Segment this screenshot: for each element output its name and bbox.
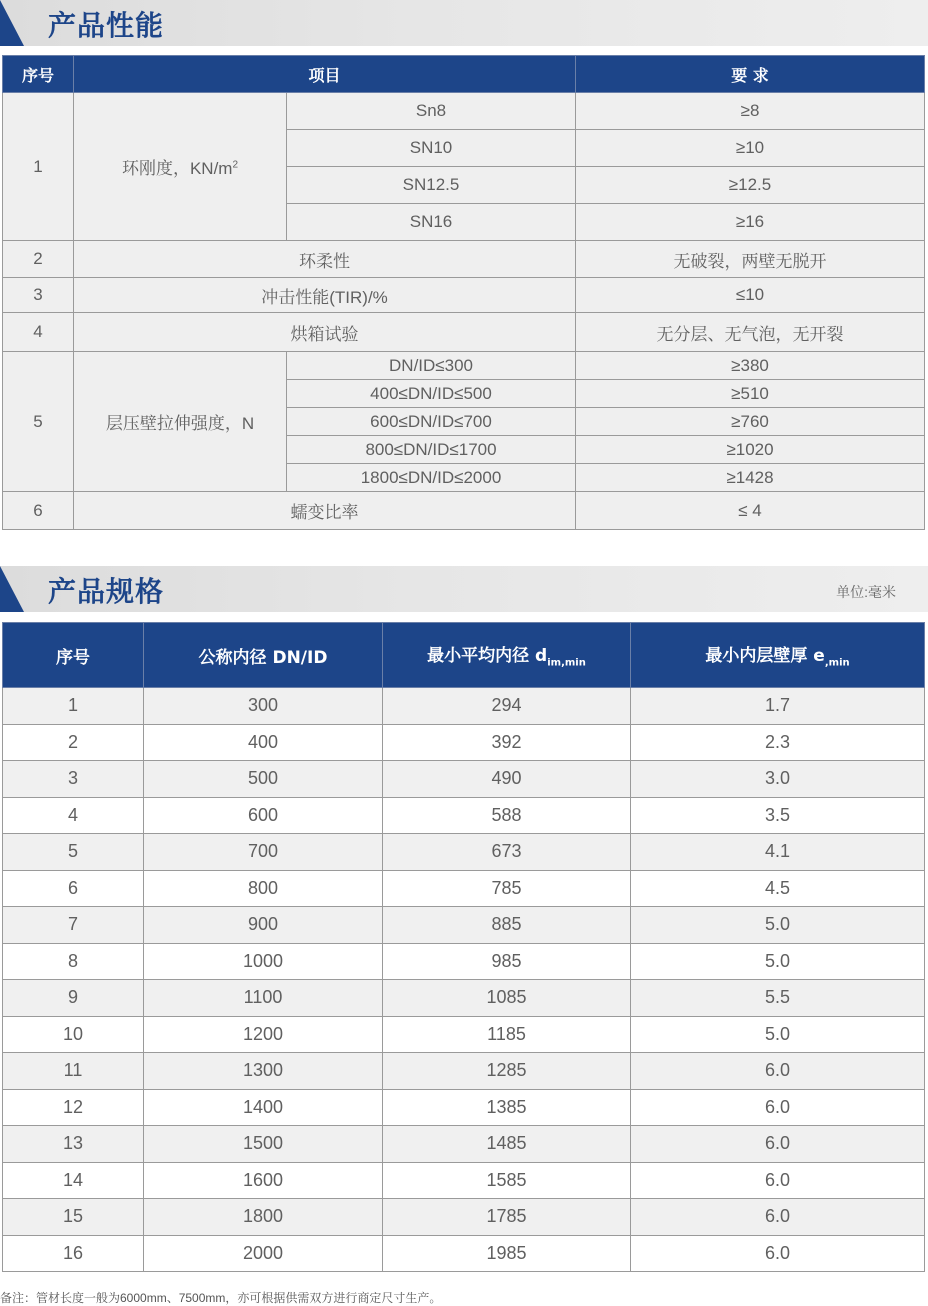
item-label: 蠕变比率 [74, 492, 576, 530]
row-number: 1 [3, 93, 74, 241]
min-wall-thickness: 6.0 [631, 1089, 925, 1126]
min-wall-thickness: 5.5 [631, 980, 925, 1017]
table-row [3, 1162, 925, 1199]
row-number: 5 [3, 834, 144, 871]
requirement-value: ≥510 [576, 380, 925, 408]
header-min-wall-thickness: 最小内层壁厚 $e_{,min}$ [631, 623, 925, 688]
min-wall-thickness: 6.0 [631, 1235, 925, 1272]
nominal-diameter: 1500 [144, 1126, 383, 1163]
specs-table [2, 622, 925, 1272]
table-row [3, 761, 925, 798]
header-nominal-diameter: 公称内径 DN/ID [144, 623, 383, 688]
requirement-value: ≥10 [576, 130, 925, 167]
header-no: 序号 [3, 623, 144, 688]
nominal-diameter: 300 [144, 688, 383, 725]
row-number: 8 [3, 943, 144, 980]
nominal-diameter: 2000 [144, 1235, 383, 1272]
table-row [3, 1089, 925, 1126]
banner-triangle-icon [0, 0, 24, 46]
row-number: 6 [3, 870, 144, 907]
min-mean-diameter: 392 [383, 724, 631, 761]
requirement-value: ≥12.5 [576, 167, 925, 204]
table-row [3, 1016, 925, 1053]
row-number: 2 [3, 724, 144, 761]
min-mean-diameter: 673 [383, 834, 631, 871]
row-number: 4 [3, 313, 74, 352]
row-number: 3 [3, 761, 144, 798]
performance-header-row [3, 56, 925, 93]
row-number: 13 [3, 1126, 144, 1163]
nominal-diameter: 1300 [144, 1053, 383, 1090]
requirement-value: ≥1020 [576, 436, 925, 464]
min-mean-diameter: 1385 [383, 1089, 631, 1126]
table-row [3, 352, 925, 380]
table-row [3, 1053, 925, 1090]
row-number: 1 [3, 688, 144, 725]
diameter-range: 800≤DN/ID≤1700 [287, 436, 576, 464]
nominal-diameter: 1400 [144, 1089, 383, 1126]
table-row [3, 943, 925, 980]
min-wall-thickness: 5.0 [631, 907, 925, 944]
specs-section-banner [0, 566, 928, 612]
requirement-value: ≥760 [576, 408, 925, 436]
nominal-diameter: 1800 [144, 1199, 383, 1236]
tensile-strength-label: 层压壁拉伸强度，N [74, 352, 287, 492]
footnote: 备注：管材长度一般为6000mm、7500mm，亦可根据供需双方进行商定尺寸生产。 [0, 1291, 442, 1305]
table-row [3, 93, 925, 130]
min-mean-diameter: 885 [383, 907, 631, 944]
table-row [3, 688, 925, 725]
min-mean-diameter: 1785 [383, 1199, 631, 1236]
table-row [3, 1126, 925, 1163]
min-mean-diameter: 985 [383, 943, 631, 980]
min-mean-diameter: 588 [383, 797, 631, 834]
banner-triangle-icon [0, 566, 24, 612]
requirement-value: 无分层、无气泡，无开裂 [576, 313, 925, 352]
min-mean-diameter: 1485 [383, 1126, 631, 1163]
requirement-value: ≥1428 [576, 464, 925, 492]
nominal-diameter: 500 [144, 761, 383, 798]
min-wall-thickness: 3.0 [631, 761, 925, 798]
performance-table [2, 55, 925, 530]
row-number: 6 [3, 492, 74, 530]
nominal-diameter: 700 [144, 834, 383, 871]
item-label: 环柔性 [74, 241, 576, 278]
min-wall-thickness: 4.5 [631, 870, 925, 907]
requirement-value: ≥16 [576, 204, 925, 241]
min-wall-thickness: 1.7 [631, 688, 925, 725]
row-number: 7 [3, 907, 144, 944]
stiffness-grade: SN16 [287, 204, 576, 241]
unit-label: 单位:毫米 [836, 584, 896, 600]
header-min-mean-diameter: 最小平均内径 $d_{im,min}$ [383, 623, 631, 688]
stiffness-grade: SN10 [287, 130, 576, 167]
row-number: 15 [3, 1199, 144, 1236]
table-row [3, 241, 925, 278]
row-number: 5 [3, 352, 74, 492]
specs-header-row [3, 623, 925, 688]
table-row [3, 907, 925, 944]
min-wall-thickness: 5.0 [631, 943, 925, 980]
stiffness-grade: Sn8 [287, 93, 576, 130]
row-number: 9 [3, 980, 144, 1017]
row-number: 4 [3, 797, 144, 834]
min-wall-thickness: 3.5 [631, 797, 925, 834]
row-number: 12 [3, 1089, 144, 1126]
nominal-diameter: 800 [144, 870, 383, 907]
performance-section-banner [0, 0, 928, 46]
ring-stiffness-label: 环刚度，$KN/m^2$ [74, 93, 287, 241]
row-number: 14 [3, 1162, 144, 1199]
nominal-diameter: 1600 [144, 1162, 383, 1199]
header-no: 序号 [3, 56, 74, 93]
header-requirement: 要 求 [576, 56, 925, 93]
min-wall-thickness: 2.3 [631, 724, 925, 761]
requirement-value: ≥8 [576, 93, 925, 130]
nominal-diameter: 1100 [144, 980, 383, 1017]
table-row [3, 834, 925, 871]
table-row [3, 724, 925, 761]
diameter-range: 1800≤DN/ID≤2000 [287, 464, 576, 492]
requirement-value: 无破裂，两壁无脱开 [576, 241, 925, 278]
table-row [3, 1199, 925, 1236]
min-mean-diameter: 1185 [383, 1016, 631, 1053]
table-row [3, 980, 925, 1017]
row-number: 10 [3, 1016, 144, 1053]
min-mean-diameter: 490 [383, 761, 631, 798]
row-number: 2 [3, 241, 74, 278]
item-label: 烘箱试验 [74, 313, 576, 352]
min-mean-diameter: 294 [383, 688, 631, 725]
diameter-range: DN/ID≤300 [287, 352, 576, 380]
performance-section-title: 产品性能 [48, 9, 165, 42]
table-row [3, 870, 925, 907]
min-wall-thickness: 6.0 [631, 1126, 925, 1163]
table-row [3, 492, 925, 530]
row-number: 16 [3, 1235, 144, 1272]
min-mean-diameter: 1085 [383, 980, 631, 1017]
nominal-diameter: 600 [144, 797, 383, 834]
min-wall-thickness: 4.1 [631, 834, 925, 871]
nominal-diameter: 900 [144, 907, 383, 944]
item-label: 冲击性能(TIR)/% [74, 278, 576, 313]
nominal-diameter: 1200 [144, 1016, 383, 1053]
table-row [3, 313, 925, 352]
requirement-value: ≤10 [576, 278, 925, 313]
table-row [3, 1235, 925, 1272]
specs-section-title: 产品规格 [48, 575, 165, 608]
min-mean-diameter: 1285 [383, 1053, 631, 1090]
requirement-value: ≥380 [576, 352, 925, 380]
table-row [3, 278, 925, 313]
nominal-diameter: 400 [144, 724, 383, 761]
row-number: 3 [3, 278, 74, 313]
stiffness-grade: SN12.5 [287, 167, 576, 204]
min-wall-thickness: 6.0 [631, 1053, 925, 1090]
header-item: 项目 [74, 56, 576, 93]
min-mean-diameter: 785 [383, 870, 631, 907]
min-wall-thickness: 6.0 [631, 1162, 925, 1199]
nominal-diameter: 1000 [144, 943, 383, 980]
table-row [3, 797, 925, 834]
min-wall-thickness: 6.0 [631, 1199, 925, 1236]
row-number: 11 [3, 1053, 144, 1090]
min-mean-diameter: 1985 [383, 1235, 631, 1272]
min-wall-thickness: 5.0 [631, 1016, 925, 1053]
diameter-range: 600≤DN/ID≤700 [287, 408, 576, 436]
requirement-value: ≤ 4 [576, 492, 925, 530]
diameter-range: 400≤DN/ID≤500 [287, 380, 576, 408]
min-mean-diameter: 1585 [383, 1162, 631, 1199]
